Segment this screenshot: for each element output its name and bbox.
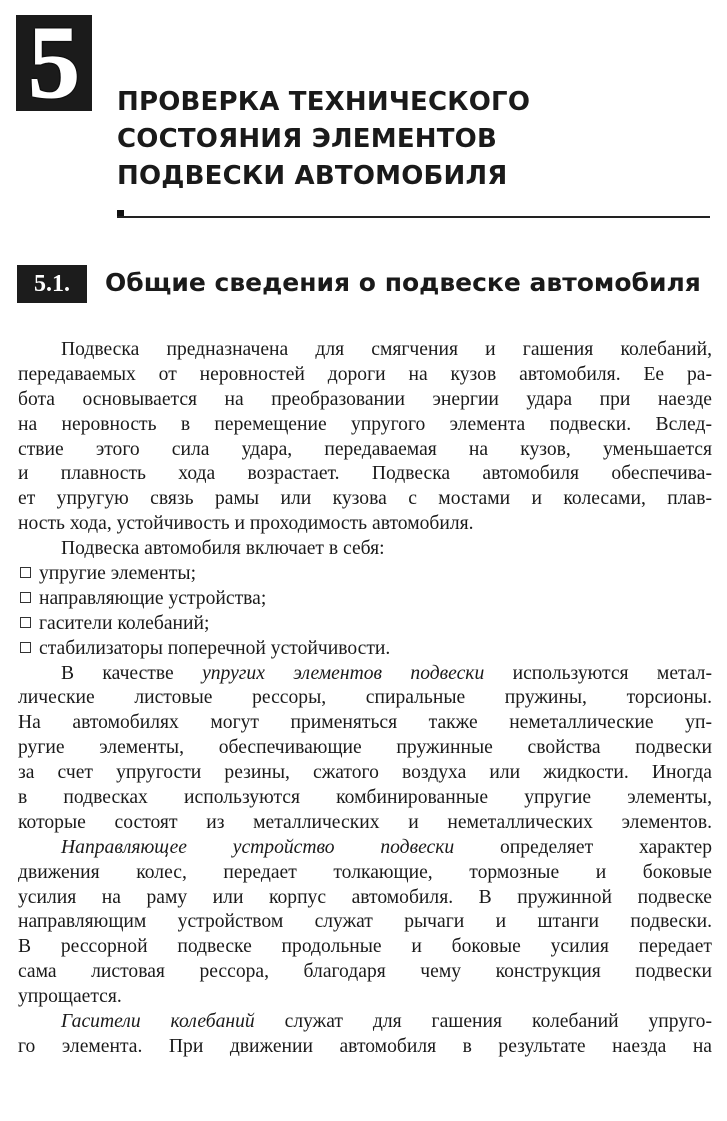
chapter-title-line: СОСТОЯНИЯ ЭЛЕМЕНТОВ [117, 124, 498, 154]
section-number-badge: 5.1. [17, 265, 87, 303]
text-line: упрощается. [18, 986, 122, 1008]
text-line: Направляющее устройство подвески определяет характер [61, 836, 712, 858]
text-line: В рессорной подвеске продольные и боковые усилия передает [18, 936, 712, 958]
checkbox-bullet-icon [20, 617, 31, 628]
text-line: В качестве упругих элементов подвески используются метал- [61, 662, 712, 684]
chapter-number-badge [16, 5, 92, 120]
component-list [18, 562, 712, 662]
text-line: и плавность хода возрастает. Подвеска автомобиля обеспечива- [18, 463, 712, 485]
text-line: на неровность в перемещение упругого элемента подвески. Вслед- [18, 413, 712, 435]
text-line: На автомобилях могут применяться также неметаллические уп- [18, 712, 712, 734]
paragraph-guiding-device [18, 836, 712, 1010]
chapter-divider [117, 216, 710, 218]
text-line: сама листовая рессора, благодаря чему конструкция подвески [18, 961, 712, 983]
text-line: движения колес, передает толкающие, тормозные и боковые [18, 861, 712, 883]
checkbox-bullet-icon [20, 567, 31, 578]
text-line: направляющим устройством служат рычаги и штанги подвески. [18, 911, 712, 933]
chapter-number: 5 [28, 5, 80, 120]
text-line: го элемента. При движении автомобиля в результате наезда на [18, 1035, 712, 1057]
text-line: которые состоят из металлических и неметаллических элементов. [18, 811, 712, 833]
text-line: за счет упругости резины, сжатого воздуха или жидкости. Иногда [18, 762, 712, 784]
chapter-title-line: ПОДВЕСКИ АВТОМОБИЛЯ [117, 161, 508, 191]
text-line: усилия на раму или корпус автомобиля. В пружинной подвеске [18, 886, 712, 908]
section-title: Общие сведения о подвеске автомобиля [105, 268, 701, 297]
chapter-title [117, 84, 530, 195]
term-dampers: Гасители колебаний [61, 1011, 255, 1033]
text-line: Подвеска предназначена для смягчения и гашения колебаний, [61, 339, 712, 360]
text-line: ствие этого сила удара, передаваемая на кузов, уменьшается [18, 438, 712, 460]
list-item: стабилизаторы поперечной устойчивости. [18, 637, 712, 662]
text-line: передаваемых от неровностей дороги на кузов автомобиля. Ее ра- [18, 363, 712, 385]
text-line: в подвесках используются комбинированные упругие элементы, [18, 787, 712, 809]
text-line: лические листовые рессоры, спиральные пружины, торсионы. [18, 687, 712, 709]
paragraph-elastic-elements [18, 662, 712, 836]
term-elastic-elements: упругих элементов подвески [202, 662, 485, 684]
paragraph-1 [18, 338, 712, 537]
list-intro: Подвеска автомобиля включает в себя: [61, 538, 385, 560]
text-line: бота основывается на преобразовании энергии удара при наезде [18, 388, 712, 410]
text-line: ет упругую связь рамы или кузова с мостами и колесами, плав- [18, 488, 712, 510]
list-item: гасители колебаний; [18, 612, 712, 637]
checkbox-bullet-icon [20, 642, 31, 653]
text-line: Гасители колебаний служат для гашения колебаний упруго- [61, 1011, 713, 1033]
list-item: направляющие устройства; [18, 587, 712, 612]
term-guiding-device: Направляющее устройство подвески [61, 836, 455, 858]
text-line: ругие элементы, обеспечивающие пружинные свойства подвески [18, 737, 712, 759]
checkbox-bullet-icon [20, 592, 31, 603]
body-text [18, 338, 712, 1060]
text-line: ность хода, устойчивость и проходимость автомобиля. [18, 513, 474, 535]
paragraph-dampers [18, 1010, 712, 1060]
chapter-title-line: ПРОВЕРКА ТЕХНИЧЕСКОГО [117, 87, 531, 117]
list-item: упругие элементы; [18, 562, 712, 587]
